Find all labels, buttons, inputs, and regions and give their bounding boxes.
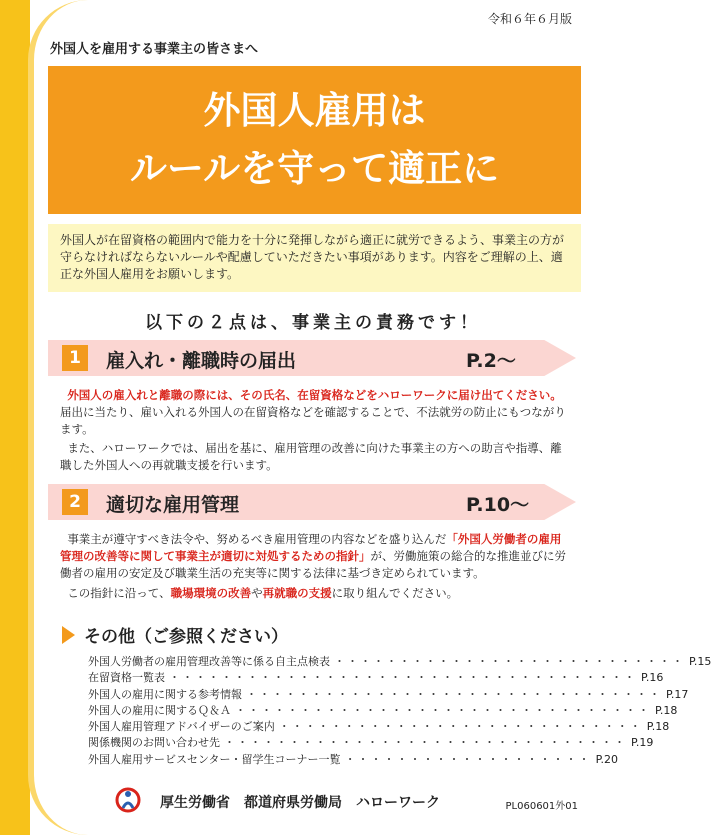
mhlw-logo-icon (114, 786, 142, 814)
toc-item-page: P.15 (689, 655, 711, 668)
toc-item-page: P.18 (655, 703, 678, 717)
section1-paragraph-2 (60, 440, 572, 474)
toc-item-page: P.20 (595, 752, 618, 766)
toc-leader: ・・・・・・・・・・・・・・・・・・・・・・・・・・・・・・・・・・・・ (169, 671, 637, 685)
section2-p2-c: に取り組んでください。 (331, 586, 459, 600)
section2-p2-a: この指針に沿って、 (67, 586, 171, 600)
title-banner (48, 66, 581, 214)
toc-item[interactable] (88, 670, 664, 686)
toc-item-page: P.19 (631, 736, 654, 750)
toc-item[interactable] (88, 654, 711, 670)
toc-item-label: 外国人雇用サービスセンター・留学生コーナー一覧 (88, 752, 341, 766)
section1-number: 1 (62, 345, 88, 371)
section2-p1-b: が、労働施策の総合的な推進並びに労働者の雇用の安定及び職業生活の充実等に関する法律に基づき定められています。 (60, 549, 566, 580)
toc-item-page: P.18 (646, 720, 670, 734)
document-code: PL060601外01 (505, 801, 578, 812)
section2-red-2: 再就職の支援 (262, 586, 332, 600)
section2-p1-a: 事業主が遵守すべき法令や、努めるべき雇用管理の内容などを盛り込んだ (67, 532, 447, 546)
title-line-2: ルールを守って適正に (129, 147, 500, 190)
toc-item-label: 関係機関のお問い合わせ先 (88, 736, 220, 750)
toc-leader: ・・・・・・・・・・・・・・・・・・・ (344, 752, 592, 766)
side-band (0, 0, 30, 835)
section2-guideline-name: 「外国人労働者の雇用管理の改善等に関して事業主が適切に対処するための指針」 (60, 532, 562, 563)
toc-item[interactable] (88, 752, 618, 768)
section2-title: 適切な雇用管理 (106, 494, 240, 516)
section2-p2-b: や (251, 586, 263, 600)
toc-item-label: 外国人の雇用に関する参考情報 (88, 687, 242, 701)
toc-list (88, 654, 711, 768)
arrow-right-icon (62, 626, 75, 644)
duty-heading: 以下の２点は、事業主の責務です！ (145, 313, 481, 333)
section1-title: 雇入れ・離職時の届出 (106, 350, 297, 372)
section1-paragraph-1 (60, 387, 572, 438)
toc-item[interactable] (88, 719, 670, 735)
toc-item-label: 外国人の雇用に関するＱ＆Ａ (88, 703, 231, 717)
toc-leader: ・・・・・・・・・・・・・・・・・・・・・・・・・・・・・・・・ (235, 703, 651, 717)
toc-item[interactable] (88, 703, 678, 719)
toc-item-label: 外国人労働者の雇用管理改善等に係る自主点検表 (88, 655, 330, 668)
title-line-1: 外国人雇用は (203, 89, 426, 132)
ministry-names: 厚生労働省 都道府県労働局 ハローワーク (160, 795, 440, 811)
audience-heading: 外国人を雇用する事業主の皆さまへ (50, 42, 259, 57)
section1-p1-rest: 届出に当たり、雇い入れる外国人の在留資格などを確認することで、不法就労の防止にもつながります。 (60, 405, 566, 436)
edition-date: 令和６年６月版 (487, 12, 572, 26)
other-title: その他（ご参照ください） (84, 627, 288, 647)
toc-leader: ・・・・・・・・・・・・・・・・・・・・・・・・・・・・・・・・ (246, 687, 662, 701)
other-section (48, 612, 711, 812)
toc-item-label: 外国人雇用管理アドバイザーのご案内 (88, 720, 275, 734)
section1-p2-text: また、ハローワークでは、届出を基に、雇用管理の改善に向けた事業主の方への助言や指導、離職した外国人への再就職支援を行います。 (60, 441, 562, 472)
toc-item[interactable] (88, 735, 654, 751)
section2-page: P.10～ (466, 494, 530, 516)
toc-leader: ・・・・・・・・・・・・・・・・・・・・・・・・・・・・ (278, 720, 643, 734)
toc-item-label: 在留資格一覧表 (88, 671, 165, 685)
toc-leader: ・・・・・・・・・・・・・・・・・・・・・・・・・・・・・・・ (224, 736, 627, 750)
section2-paragraph-2 (60, 585, 572, 602)
toc-item-page: P.16 (641, 671, 664, 685)
toc-leader: ・・・・・・・・・・・・・・・・・・・・・・・・・・・ (334, 655, 685, 668)
section2-number: 2 (62, 489, 88, 515)
section2-paragraph-1 (60, 531, 572, 582)
intro-box: 外国人が在留資格の範囲内で能力を十分に発揮しながら適正に就労できるよう、事業主の方が守らなければならないルールや配慮していただきたい事項があります。内容をご理解の上、適正な外国人雇用をお願いします。 (48, 224, 581, 292)
section2-red-1: 職場環境の改善 (170, 586, 252, 600)
section1-page: P.2～ (466, 350, 516, 372)
toc-item[interactable] (88, 687, 689, 703)
toc-item-page: P.17 (666, 687, 689, 701)
section1-red-text: 外国人の雇入れと離職の際には、その氏名、在留資格などをハローワークに届け出てください。 (67, 388, 562, 402)
